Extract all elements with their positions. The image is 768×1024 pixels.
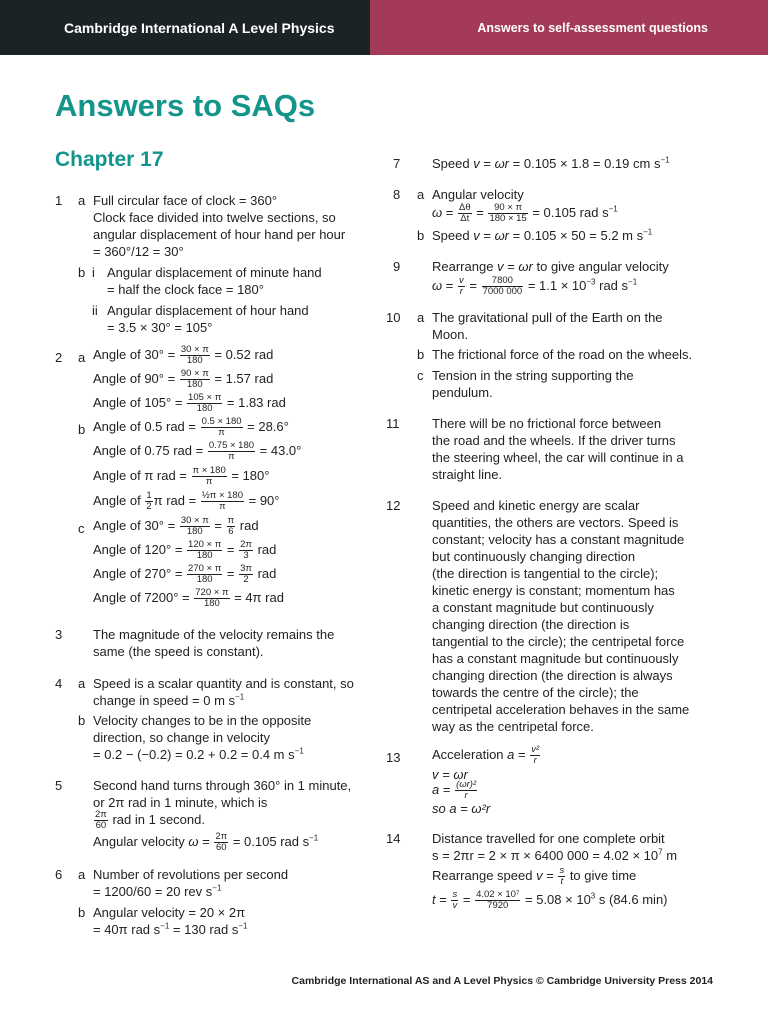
part-label: a: [417, 310, 425, 325]
answer-line: change in speed = 0 m $s^{-1}$: [93, 692, 245, 708]
answer-line: Angle of π rad = $\frac{\pi \times 180}{\pi}$ = 180°: [93, 465, 270, 487]
answer-line: The frictional force of the road on the wheels.: [432, 347, 693, 362]
question-number: 10: [386, 310, 401, 325]
fraction: $\frac{2\pi}{60}$: [215, 831, 228, 853]
section-title-bar: [370, 0, 768, 55]
answer-line: changing direction (the direction is always: [432, 668, 673, 683]
answer-line: $\frac{2\pi}{60}$ rad in 1 second.: [95, 809, 205, 831]
answer-line: the road and the wheels. If the driver turns: [432, 433, 676, 448]
question-number: 13: [386, 750, 401, 765]
answer-line: a = $\frac{\text{(ωr)²}}{r}$: [432, 779, 477, 801]
page-title: Answers to SAQs: [55, 88, 316, 123]
answer-line: Number of revolutions per second: [93, 867, 289, 882]
answer-line: = half the clock face = 180°: [107, 282, 264, 297]
answer-line: ω = $\frac{\Delta\theta}{\Delta t}$ = $\frac{90 \times \pi}{180 \times 15}$ = 0.105 rad $s^{-1}$: [432, 202, 618, 224]
book-title: Cambridge International A Level Physics: [64, 19, 335, 36]
answer-line: constant; velocity has a constant magnitude: [432, 532, 685, 547]
part-label: b: [78, 422, 86, 437]
part-label: b: [78, 905, 86, 920]
part-label: a: [78, 193, 86, 208]
question-number: 2: [55, 350, 63, 365]
question-number: 7: [393, 156, 401, 171]
part-label: b: [417, 347, 425, 362]
question-number: 9: [393, 259, 401, 274]
fraction: $\frac{0.5 \times 180}{\pi}$: [201, 416, 242, 438]
answer-line: the steering wheel, the car will continue in a: [432, 450, 684, 465]
answer-line: or 2π rad in 1 minute, which is: [93, 795, 268, 810]
fraction: $\frac{105 \times \pi}{180}$: [188, 392, 222, 414]
answer-line: straight line.: [432, 467, 503, 482]
copyright-footer: Cambridge International AS and A Level Physics © Cambridge University Press 2014: [291, 975, 713, 987]
answer-line: has a constant magnitude but continuously: [432, 651, 679, 666]
fraction: $\frac{\pi \times 180}{\pi}$: [192, 465, 226, 487]
answer-line: direction, so change in velocity: [93, 730, 271, 745]
answer-line: a constant magnitude but continuously: [432, 600, 654, 615]
book-title-bar: [0, 0, 370, 55]
part-label: a: [417, 187, 425, 202]
answer-line: Moon.: [432, 327, 469, 342]
answer-line: Angular displacement of hour hand: [107, 303, 309, 318]
answer-line: Angular displacement of minute hand: [107, 265, 322, 280]
answer-line: t = $\frac{s}{v}$ = $\frac{\text{4.02 × 10⁷}}{7920}$ = $5.08 \times 10^3$ s (84.6 min): [432, 889, 668, 911]
answer-line: Distance travelled for one complete orbit: [432, 831, 665, 846]
answer-line: ω = $\frac{v}{r}$ = $\frac{7800}{7000 000}$ = $1.1 \times 10^{-3}$ rad $s^{-1}$: [432, 275, 638, 297]
fraction: $\frac{v}{r}$: [458, 275, 464, 297]
fraction: $\frac{\text{½π × 180}}{\pi}$: [201, 490, 243, 512]
fraction: $\frac{\text{v²}}{r}$: [531, 744, 540, 766]
answer-line: Angle of 0.75 rad = $\frac{0.75 \times 180}{\pi}$ = 43.0°: [93, 440, 302, 462]
fraction: $\frac{720 \times \pi}{180}$: [195, 587, 229, 609]
answer-line: angular displacement of hour hand per hour: [93, 227, 346, 242]
question-number: 5: [55, 778, 63, 793]
answer-line: Speed v = ωr = 0.105 × 1.8 = 0.19 cm $s^{-1}$: [432, 155, 670, 171]
fraction: $\frac{3\pi}{2}$: [240, 563, 252, 585]
question-number: 4: [55, 676, 63, 691]
answer-line: Second hand turns through 360° in 1 minute,: [93, 778, 352, 793]
answer-line: but continuously changing direction: [432, 549, 636, 564]
fraction: $\frac{\text{(ωr)²}}{r}$: [456, 779, 477, 801]
answer-line: Angle of 30° = $\frac{30 \times \pi}{180}$ = 0.52 rad: [93, 344, 274, 366]
section-title: Answers to self-assessment questions: [477, 20, 708, 35]
answer-line: quantities, the others are vectors. Speed is: [432, 515, 679, 530]
answer-line: Speed and kinetic energy are scalar: [432, 498, 640, 513]
answer-line: pendulum.: [432, 385, 493, 400]
answer-line: Angle of 270° = $\frac{270 \times \pi}{180}$ = $\frac{3\pi}{2}$ rad: [93, 563, 277, 585]
answer-line: Angle of 7200° = $\frac{720 \times \pi}{180}$ = 4π rad: [93, 587, 284, 609]
part-label: b: [78, 265, 86, 280]
answer-line: Angle of $\frac{1}{2}$ π rad = $\frac{\text{½π × 180}}{\pi}$ = 90°: [93, 490, 280, 512]
fraction: $\frac{\text{4.02 × 10⁷}}{7920}$: [476, 889, 520, 911]
fraction: $\frac{270 \times \pi}{180}$: [188, 563, 222, 585]
answer-line: Rearrange speed v = $\frac{s}{t}$ to give time: [432, 865, 637, 887]
fraction: $\frac{\Delta\theta}{\Delta t}$: [458, 202, 471, 224]
answer-line: changing direction (the direction is: [432, 617, 630, 632]
part-label: b: [78, 713, 86, 728]
answer-line: Rearrange v = ωr to give angular velocity: [432, 259, 669, 274]
part-label: a: [78, 676, 86, 691]
subpart-label: ii: [92, 303, 98, 318]
answer-line: = 360°/12 = 30°: [93, 244, 184, 259]
fraction: $\frac{s}{t}$: [559, 865, 565, 887]
fraction: $\frac{30 \times \pi}{180}$: [180, 515, 209, 537]
question-number: 6: [55, 867, 63, 882]
fraction: $\frac{s}{v}$: [452, 889, 458, 911]
fraction: $\frac{\pi}{6}$: [227, 515, 235, 537]
fraction: $\frac{7800}{7000 000}$: [482, 275, 523, 297]
question-number: 3: [55, 627, 63, 642]
answer-line: (the direction is tangential to the circle);: [432, 566, 659, 581]
answer-line: The gravitational pull of the Earth on the: [432, 310, 663, 325]
answer-line: Tension in the string supporting the: [432, 368, 634, 383]
answer-line: Acceleration a = $\frac{\text{v²}}{r}$: [432, 744, 540, 766]
answer-line: Angular velocity: [432, 187, 524, 202]
answer-line: s = 2πr = 2 × π × 6400 $000 = 4.02 \times 10^7$ m: [432, 847, 678, 863]
part-label: a: [78, 350, 86, 365]
fraction: $\frac{1}{2}$: [146, 490, 152, 512]
answer-line: Angle of 120° = $\frac{120 \times \pi}{180}$ = $\frac{2\pi}{3}$ rad: [93, 539, 277, 561]
answer-line: centripetal acceleration behaves in the same: [432, 702, 690, 717]
part-label: c: [417, 368, 424, 383]
fraction: $\frac{2\pi}{3}$: [240, 539, 252, 561]
answer-line: Angle of 105° = $\frac{105 \times \pi}{180}$ = 1.83 rad: [93, 392, 286, 414]
answer-line: There will be no frictional force between: [432, 416, 662, 431]
answer-line: = 0.2 − (−0.2) = 0.2 + 0.2 = 0.4 m $s^{-1}$: [93, 746, 304, 762]
part-label: c: [78, 521, 85, 536]
fraction: $\frac{0.75 \times 180}{\pi}$: [208, 440, 255, 462]
answer-line: v = ωr: [432, 767, 468, 782]
fraction: $\frac{90 \times \pi}{180}$: [180, 368, 209, 390]
answer-line: same (the speed is constant).: [93, 644, 264, 659]
fraction: $\frac{2\pi}{60}$: [95, 809, 107, 831]
answer-line: Velocity changes to be in the opposite: [93, 713, 312, 728]
answer-line: The magnitude of the velocity remains the: [93, 627, 335, 642]
answer-line: Speed is a scalar quantity and is constant, so: [93, 676, 354, 691]
subpart-label: i: [92, 265, 95, 280]
question-number: 11: [386, 416, 400, 431]
part-label: a: [78, 867, 86, 882]
answer-line: = 40π rad $s^{-1} = 130$ rad $s^{-1}$: [93, 921, 248, 937]
fraction: $\frac{30 \times \pi}{180}$: [180, 344, 209, 366]
question-number: 8: [393, 187, 401, 202]
answer-line: Angle of 0.5 rad = $\frac{0.5 \times 180}{\pi}$ = 28.6°: [93, 416, 289, 438]
question-number: 12: [386, 498, 401, 513]
fraction: $\frac{120 \times \pi}{180}$: [188, 539, 222, 561]
chapter-heading: Chapter 17: [55, 148, 164, 171]
answer-line: Angle of 30° = $\frac{30 \times \pi}{180}$ = $\frac{\pi}{6}$ rad: [93, 515, 259, 537]
fraction: $\frac{90 \times \pi}{180 \times 15}$: [489, 202, 527, 224]
answer-line: way as the centripetal force.: [432, 719, 594, 734]
answer-line: Clock face divided into twelve sections, so: [93, 210, 336, 225]
answer-line: so a = ω²r: [432, 801, 491, 816]
answer-line: kinetic energy is constant; momentum has: [432, 583, 675, 598]
answer-line: Full circular face of clock = 360°: [93, 193, 278, 208]
answer-line: Speed v = ωr = 0.105 × 50 = 5.2 m $s^{-1}$: [432, 227, 653, 243]
answer-line: Angular velocity = 20 × 2π: [93, 905, 246, 920]
answer-line: Angle of 90° = $\frac{90 \times \pi}{180}$ = 1.57 rad: [93, 368, 274, 390]
question-number: 14: [386, 831, 401, 846]
answer-line: towards the centre of the circle); the: [432, 685, 639, 700]
question-number: 1: [55, 193, 63, 208]
answer-line: = 1200/60 = 20 rev $s^{-1}$: [93, 883, 222, 899]
answer-line: = 3.5 × 30° = 105°: [107, 320, 213, 335]
answer-line: Angular velocity ω = $\frac{2\pi}{60}$ = 0.105 rad $s^{-1}$: [93, 831, 319, 853]
answer-line: tangential to the circle); the centripetal force: [432, 634, 685, 649]
part-label: b: [417, 228, 425, 243]
